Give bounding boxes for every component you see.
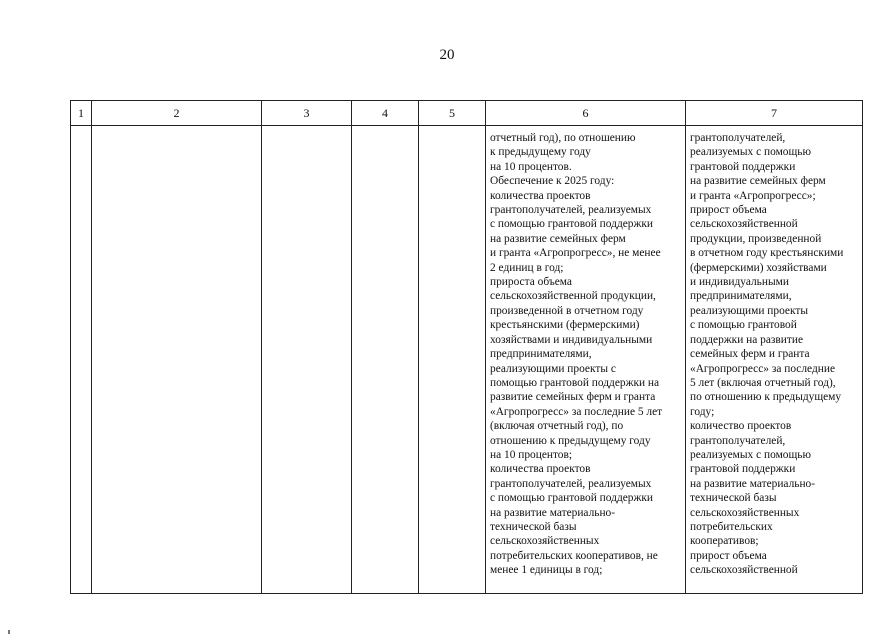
text-line: грантополучателей, реализуемых (490, 204, 652, 217)
text-line: количество проектов (690, 420, 792, 433)
text-line: на развитие материально- (690, 477, 816, 490)
text-line: технической базы (690, 492, 777, 505)
text-line: с помощью грантовой поддержки (490, 492, 653, 505)
text-line: (фермерскими) хозяйствами (690, 261, 827, 274)
text-line: прирост объема (690, 204, 767, 217)
cell-col-4 (352, 126, 419, 594)
text-line: году; (690, 405, 715, 418)
column-header-2: 2 (92, 101, 262, 126)
cell-col-2 (92, 126, 262, 594)
text-line: с помощью грантовой (690, 319, 797, 332)
text-line: реализующими проекты с (490, 362, 616, 375)
text-line: Обеспечение к 2025 году: (490, 175, 615, 188)
text-line: поддержки на развитие (690, 333, 804, 346)
text-line: предпринимателями, (690, 290, 792, 303)
text-line: (включая отчетный год), по (490, 420, 624, 433)
table-row (71, 126, 863, 594)
text-line: прирост объема (690, 549, 767, 562)
text-line: сельскохозяйственной (690, 564, 798, 577)
cell-col-3 (262, 126, 352, 594)
text-line: прироста объема (490, 276, 572, 289)
text-line: крестьянскими (фермерскими) (490, 319, 640, 332)
text-line: на развитие материально- (490, 506, 616, 519)
text-line: к предыдущему году (490, 146, 591, 159)
text-line: грантовой поддержки (690, 160, 796, 173)
text-line: в отчетном году крестьянскими (690, 247, 844, 260)
text-line: с помощью грантовой поддержки (490, 218, 653, 231)
text-line: сельскохозяйственных (690, 506, 800, 519)
text-line: продукции, произведенной (690, 232, 822, 245)
text-line: сельскохозяйственной продукции, (490, 290, 656, 303)
text-line: потребительских (690, 520, 773, 533)
text-line: отчетный год), по отношению (490, 132, 636, 144)
text-line: предпринимателями, (490, 348, 592, 361)
text-line: «Агропрогресс» за последние (690, 362, 835, 375)
text-line: хозяйствами и индивидуальными (490, 333, 653, 346)
text-line: по отношению к предыдущему (690, 391, 842, 404)
document-table (70, 100, 863, 594)
page-number: 20 (439, 47, 455, 63)
text-line: грантополучателей, (690, 132, 786, 144)
text-line: грантополучателей, (690, 434, 786, 447)
col7-text (686, 126, 862, 578)
text-line: менее 1 единицы в год; (490, 564, 603, 577)
scan-mark (8, 630, 10, 634)
text-line: на развитие семейных ферм (690, 175, 826, 188)
text-line: количества проектов (490, 189, 591, 202)
column-header-7: 7 (686, 101, 863, 126)
text-line: 2 единиц в год; (490, 261, 564, 274)
cell-col-7 (686, 126, 863, 594)
text-line: 5 лет (включая отчетный год), (690, 376, 836, 389)
text-line: на развитие семейных ферм (490, 232, 626, 245)
column-header-3: 3 (262, 101, 352, 126)
text-line: семейных ферм и гранта (690, 348, 810, 361)
text-line: сельскохозяйственной (690, 218, 798, 231)
text-line: помощью грантовой поддержки на (490, 376, 660, 389)
column-header-5: 5 (419, 101, 486, 126)
col6-text (486, 126, 685, 578)
column-header-1: 1 (71, 101, 92, 126)
text-line: реализующими проекты (690, 304, 809, 317)
text-line: количества проектов (490, 463, 591, 476)
text-line: на 10 процентов. (490, 160, 572, 173)
text-line: «Агропрогресс» за последние 5 лет (490, 405, 663, 418)
text-line: отношению к предыдущему году (490, 434, 651, 447)
text-line: грантополучателей, реализуемых (490, 477, 652, 490)
text-line: грантовой поддержки (690, 463, 796, 476)
text-line: технической базы (490, 520, 577, 533)
text-line: на 10 процентов; (490, 448, 573, 461)
text-line: и индивидуальными (690, 276, 789, 289)
text-line: развитие семейных ферм и гранта (490, 391, 656, 404)
column-header-4: 4 (352, 101, 419, 126)
text-line: кооперативов; (690, 535, 759, 548)
text-line: потребительских кооперативов, не (490, 549, 658, 562)
table-header-row (71, 101, 863, 126)
cell-col-5 (419, 126, 486, 594)
text-line: реализуемых с помощью (690, 146, 811, 159)
column-header-6: 6 (486, 101, 686, 126)
text-line: и гранта «Агропрогресс», не менее (490, 247, 661, 260)
text-line: сельскохозяйственных (490, 535, 600, 548)
text-line: произведенной в отчетном году (490, 304, 644, 317)
cell-col-6 (486, 126, 686, 594)
cell-col-1 (71, 126, 92, 594)
text-line: реализуемых с помощью (690, 448, 811, 461)
text-line: и гранта «Агропрогресс»; (690, 189, 816, 202)
